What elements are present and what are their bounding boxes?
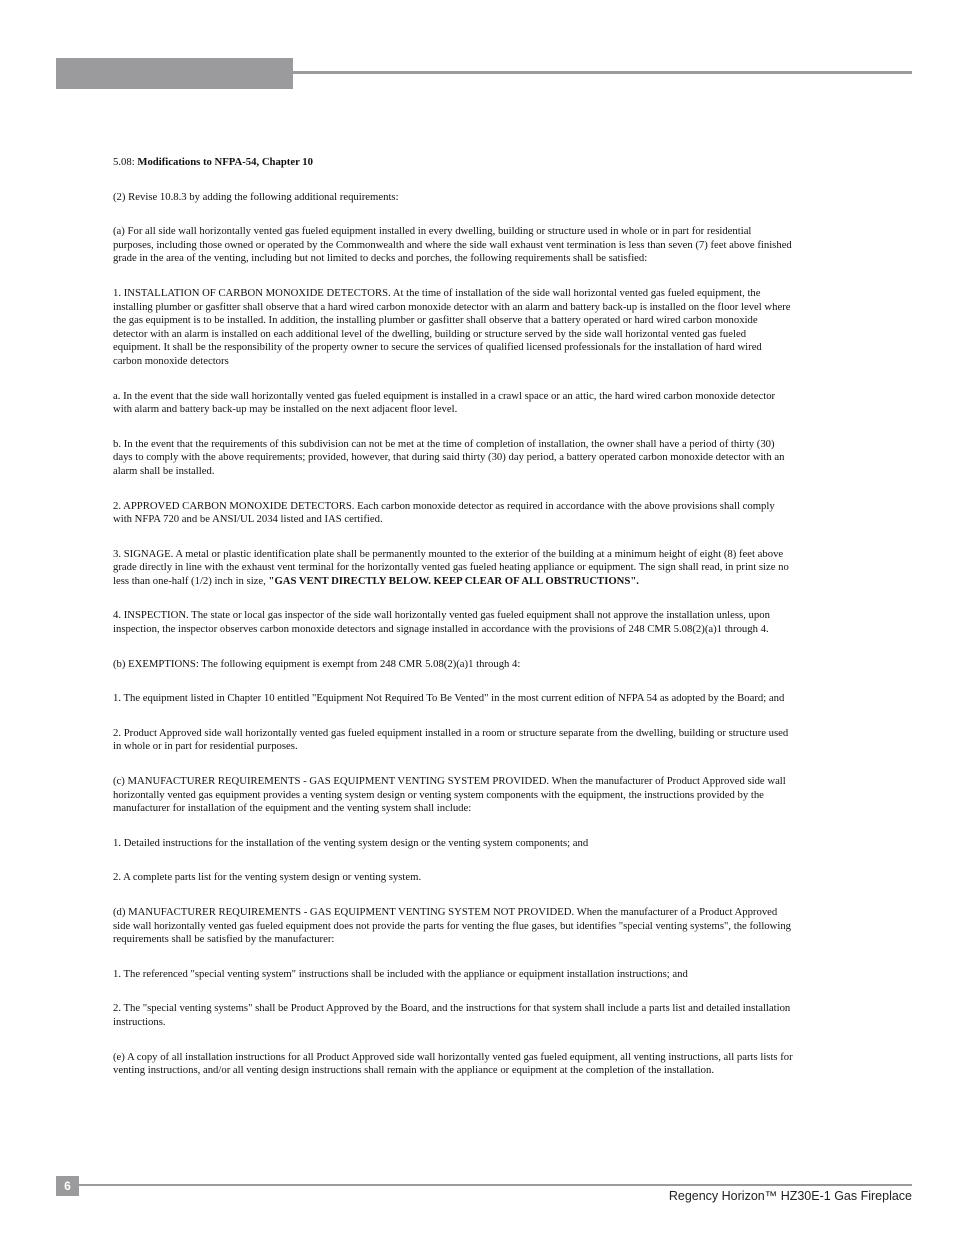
- footer-rule: [79, 1184, 912, 1186]
- paragraph: b. In the event that the requirements of this subdivision can not be met at the time of completion of installation, the owner shall have a period of thirty (30) days to comply with the above requirements; provided, however, that during said thirty (30) day period, a battery operated carbon monoxide detector with an alarm shall be installed.: [113, 437, 785, 477]
- header-tab-block: [56, 58, 293, 89]
- paragraph: 2. A complete parts list for the venting system design or venting system.: [113, 871, 422, 884]
- paragraph: 2. APPROVED CARBON MONOXIDE DETECTORS. Each carbon monoxide detector as required in accordance with the above provisions shall comply with NFPA 720 and be ANSI/UL 2034 listed and IAS certified.: [113, 499, 775, 526]
- paragraph: a. In the event that the side wall horizontally vented gas fueled equipment is installed in a crawl space or an attic, the hard wired carbon monoxide detector with alarm and battery back-up may be installed on the next adjacent floor level.: [113, 389, 776, 416]
- paragraph: (c) MANUFACTURER REQUIREMENTS - GAS EQUIPMENT VENTING SYSTEM PROVIDED. When the manufacturer of Product Approved side wall horizontally vented gas equipment provides a venting system design or venting system components with the equipment, the instructions provided by the manufacturer for installation of the equipment and the venting system shall include:: [113, 775, 786, 815]
- paragraph: 1. Detailed instructions for the installation of the venting system design or the venting system components; and: [113, 836, 589, 849]
- footer-title: Regency Horizon™ HZ30E-1 Gas Fireplace: [668, 1189, 912, 1203]
- header-rule: [293, 71, 912, 74]
- paragraph: 2. The "special venting systems" shall be Product Approved by the Board, and the instructions for that system shall include a parts list and detailed installation instructions.: [113, 1002, 791, 1028]
- paragraph: 2. Product Approved side wall horizontally vented gas fueled equipment installed in a room or structure separate from the dwelling, building or structure used in whole or in part for residential purposes.: [113, 726, 789, 753]
- section-number: 5.08:: [113, 156, 138, 168]
- paragraph: 1. INSTALLATION OF CARBON MONOXIDE DETECTORS. At the time of installation of the side wall horizontal vented gas fueled equipment, the installing plumber or gasfitter shall observe that a hard wired carbon monoxide detector with an alarm and battery back-up is installed on the floor level where the gas equipment is to be installed. In addition, the installing plumber or gasfitter shall observe that a battery operated or hard wired carbon monoxide detector with an alarm is installed on each additional level of the dwelling, building or structure served by the side wall horizontal vented gas fueled equipment. It shall be the responsibility of the property owner to secure the services of qualified licensed professionals for the installation of hard wired carbon monoxide detectors: [113, 286, 791, 367]
- paragraph: (d) MANUFACTURER REQUIREMENTS - GAS EQUIPMENT VENTING SYSTEM NOT PROVIDED. When the manufacturer of a Product Approved side wall horizontally vented gas fueled equipment does not provide the parts for venting the flue gases, but identifies "special venting systems", the following requirements shall be satisfied by the manufacturer:: [113, 906, 792, 946]
- paragraph: (e) A copy of all installation instructions for all Product Approved side wall horizontally vented gas fueled equipment, all venting instructions, all parts lists for venting instructions, and/or all venting design instructions shall remain with the appliance or equipment at the completion of the installation.: [113, 1050, 793, 1077]
- signage-paragraph: [113, 548, 793, 589]
- section-title: Modifications to NFPA-54, Chapter 10: [137, 156, 313, 168]
- signage-warning: "GAS VENT DIRECTLY BELOW. KEEP CLEAR OF ALL OBSTRUCTIONS".: [268, 574, 639, 587]
- section-heading: [113, 156, 793, 170]
- paragraph: (2) Revise 10.8.3 by adding the following additional requirements:: [113, 190, 399, 203]
- signage-text: 3. SIGNAGE. A metal or plastic identification plate shall be permanently mounted to the exterior of the building at a minimum height of eight (8) feet above grade directly in line with the exhaust vent terminal for the horizontally vented gas fueled heating appliance or equipment. The sign shall read, in print size no less than one-half (1/2) inch in size,: [113, 547, 789, 587]
- paragraph: 4. INSPECTION. The state or local gas inspector of the side wall horizontally vented gas fueled equipment shall not approve the installation unless, upon inspection, the inspector observes carbon monoxide detectors and signage installed in accordance with the provisions of 248 CMR 5.08(2)(a)1 through 4.: [113, 609, 770, 636]
- page-number: 6: [56, 1176, 79, 1196]
- paragraph: (b) EXEMPTIONS: The following equipment is exempt from 248 CMR 5.08(2)(a)1 through 4:: [113, 657, 521, 670]
- paragraph: 1. The equipment listed in Chapter 10 entitled "Equipment Not Required To Be Vented" in the most current edition of NFPA 54 as adopted by the Board; and: [113, 692, 785, 705]
- document-body: [113, 156, 793, 1099]
- paragraph: (a) For all side wall horizontally vented gas fueled equipment installed in every dwelling, building or structure used in whole or in part for residential purposes, including those owned or operated by the Commonwealth and where the side wall exhaust vent termination is less than seven (7) feet above finished grade in the area of the venting, including but not limited to decks and porches, the following requirements shall be satisfied:: [113, 225, 792, 265]
- paragraph: 1. The referenced "special venting system" instructions shall be included with the appliance or equipment installation instructions; and: [113, 967, 688, 980]
